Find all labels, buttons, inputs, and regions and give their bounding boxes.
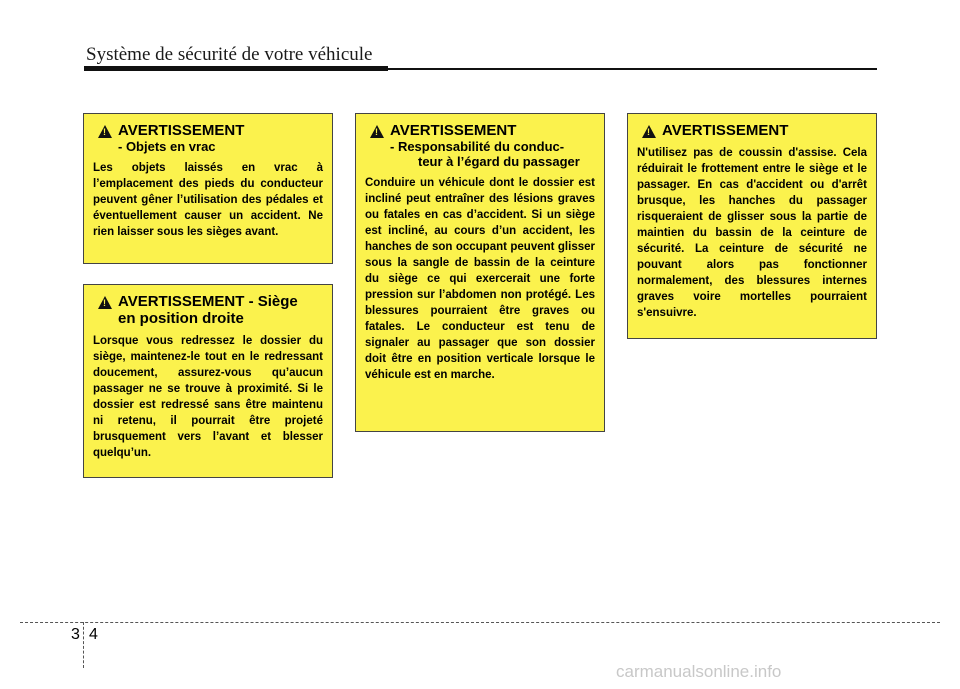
warning-title: AVERTISSEMENT [118, 122, 245, 139]
warning-triangle-icon [98, 296, 112, 309]
warning-body: Les objets laissés en vrac à l’emplacement des pieds du conducteur peuvent gêner l’utilisation des pédales et éventuellement causer un accident. Ne rien laisser sous les sièges avant. [93, 162, 323, 238]
warning-title: AVERTISSEMENT [662, 122, 789, 139]
warning-subtitle-continued: teur à l’égard du passager [418, 154, 580, 169]
header-rule-thin [388, 68, 877, 70]
page-header-title: Système de sécurité de votre véhicule [86, 44, 373, 65]
page-number: 4 [89, 626, 98, 643]
header-rule-thick [84, 66, 388, 71]
warning-title: AVERTISSEMENT - Siège [118, 293, 298, 310]
warning-body: Conduire un véhicule dont le dossier est incliné peut entraîner des lésions graves ou fatales en cas d’accident. Si un siège est incliné, au cours d’un accident, les hanches de son occupant peuvent glisser sous la sangle de bassin de la ceinture du siège ce qui exercerait une forte pression sur l’abdomen non protégé. Les blessures pourraient être graves ou fatales. Le conducteur est tenu de signaler au passager que son dossier doit être en position verticale lorsque le véhicule est en marche. [365, 177, 595, 381]
warning-title: AVERTISSEMENT [390, 122, 517, 139]
warning-body: N'utilisez pas de coussin d'assise. Cela réduirait le frottement entre le siège et le passager. En cas d'accident ou d'arrêt brusque, les hanches du passager risqueraient de glisser sous la partie de maintien du bassin de la ceinture de sécurité. La ceinture de sécurité ne pouvant alors pas fonctionner normalement, des blessures internes graves voire mortelles pourraient s'ensuivre. [637, 147, 867, 319]
warning-triangle-icon [98, 125, 112, 138]
warning-body: Lorsque vous redressez le dossier du siège, maintenez-le tout en le redressant doucement, assurez-vous qu’aucun passager ne se trouve à proximité. Si le dossier est redressé sans être maintenu ni retenu, il pourrait être projeté brusquement vers l’avant et blesser quelqu’un. [93, 335, 323, 459]
warning-subtitle: - Responsabilité du conduc- [390, 139, 565, 154]
page-chapter-number: 3 [71, 626, 80, 643]
watermark-bottom: carmanualsonline.info [616, 662, 782, 681]
warning-box-seat-cushion [627, 113, 877, 339]
warning-box-seat-upright [83, 284, 333, 478]
footer-dashed-rule [20, 622, 940, 623]
warning-triangle-icon [642, 125, 656, 138]
footer-dashed-divider [83, 622, 84, 668]
warning-box-loose-objects [83, 113, 333, 264]
warning-box-driver-responsibility [355, 113, 605, 432]
warning-subtitle: - Objets en vrac [118, 139, 216, 154]
warning-triangle-icon [370, 125, 384, 138]
warning-subtitle: en position droite [118, 310, 244, 327]
